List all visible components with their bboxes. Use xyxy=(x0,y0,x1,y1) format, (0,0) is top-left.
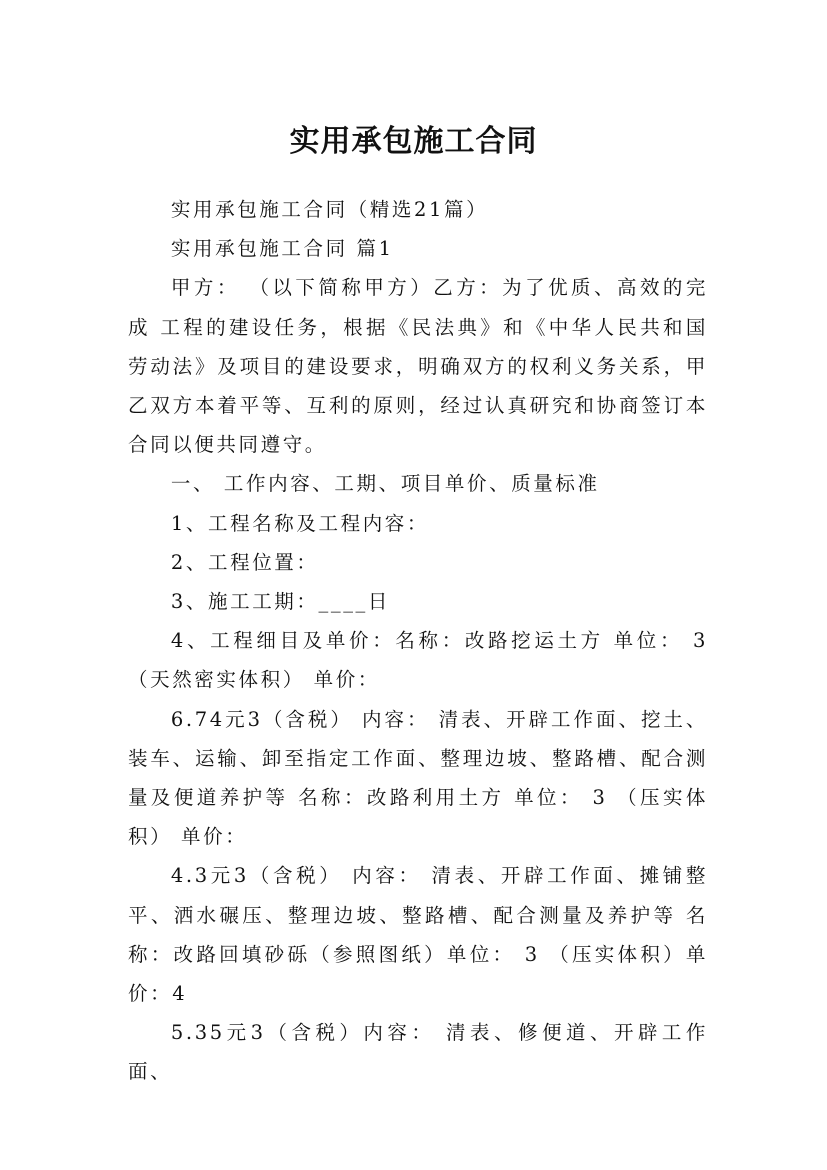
paragraph-price-item-3: 5.35元3（含税）内容： 清表、修便道、开辟工作面、 xyxy=(128,1021,708,1084)
paragraph-project-name: 1、工程名称及工程内容： xyxy=(170,511,429,535)
paragraph-article-one-heading: 一、 工作内容、工期、项目单价、质量标准 xyxy=(170,472,600,496)
paragraph-price-item-1: 6.74元3（含税） 内容： 清表、开辟工作面、挖土、装车、运输、卸至指定工作面、整理边坡、整路槽、配合测量及便道养护等 名称：改路利用土方 单位： 3 （压实体积） 单价： xyxy=(128,707,708,849)
paragraph-parties-intro: 甲方： （以下简称甲方）乙方：为了优质、高效的完成 工程的建设任务，根据《民法典》和《中华人民共和国劳动法》及项目的建设要求，明确双方的权利义务关系，甲乙双方本着平等、互利的原则，经过认真研究和协商签订本合同以便共同遵守。 xyxy=(128,276,708,457)
paragraph-construction-period: 3、施工工期：____日 xyxy=(170,590,390,614)
paragraph-section-heading: 实用承包施工合同 篇1 xyxy=(170,237,394,261)
paragraph-price-item-2: 4.3元3（含税） 内容： 清表、开辟工作面、摊铺整平、洒水碾压、整理边坡、整路槽、配合测量及养护等 名称：改路回填砂砾（参照图纸）单位： 3 （压实体积）单价：4 xyxy=(128,864,708,1006)
document-body xyxy=(128,190,708,1092)
paragraph-item-unit-price: 4、工程细目及单价：名称：改路挖运土方 单位： 3（天然密实体积） 单价： xyxy=(128,629,708,692)
paragraph-subtitle: 实用承包施工合同（精选21篇） xyxy=(170,198,489,221)
document-title: 实用承包施工合同 xyxy=(289,124,538,160)
paragraph-project-location: 2、工程位置： xyxy=(170,550,319,574)
